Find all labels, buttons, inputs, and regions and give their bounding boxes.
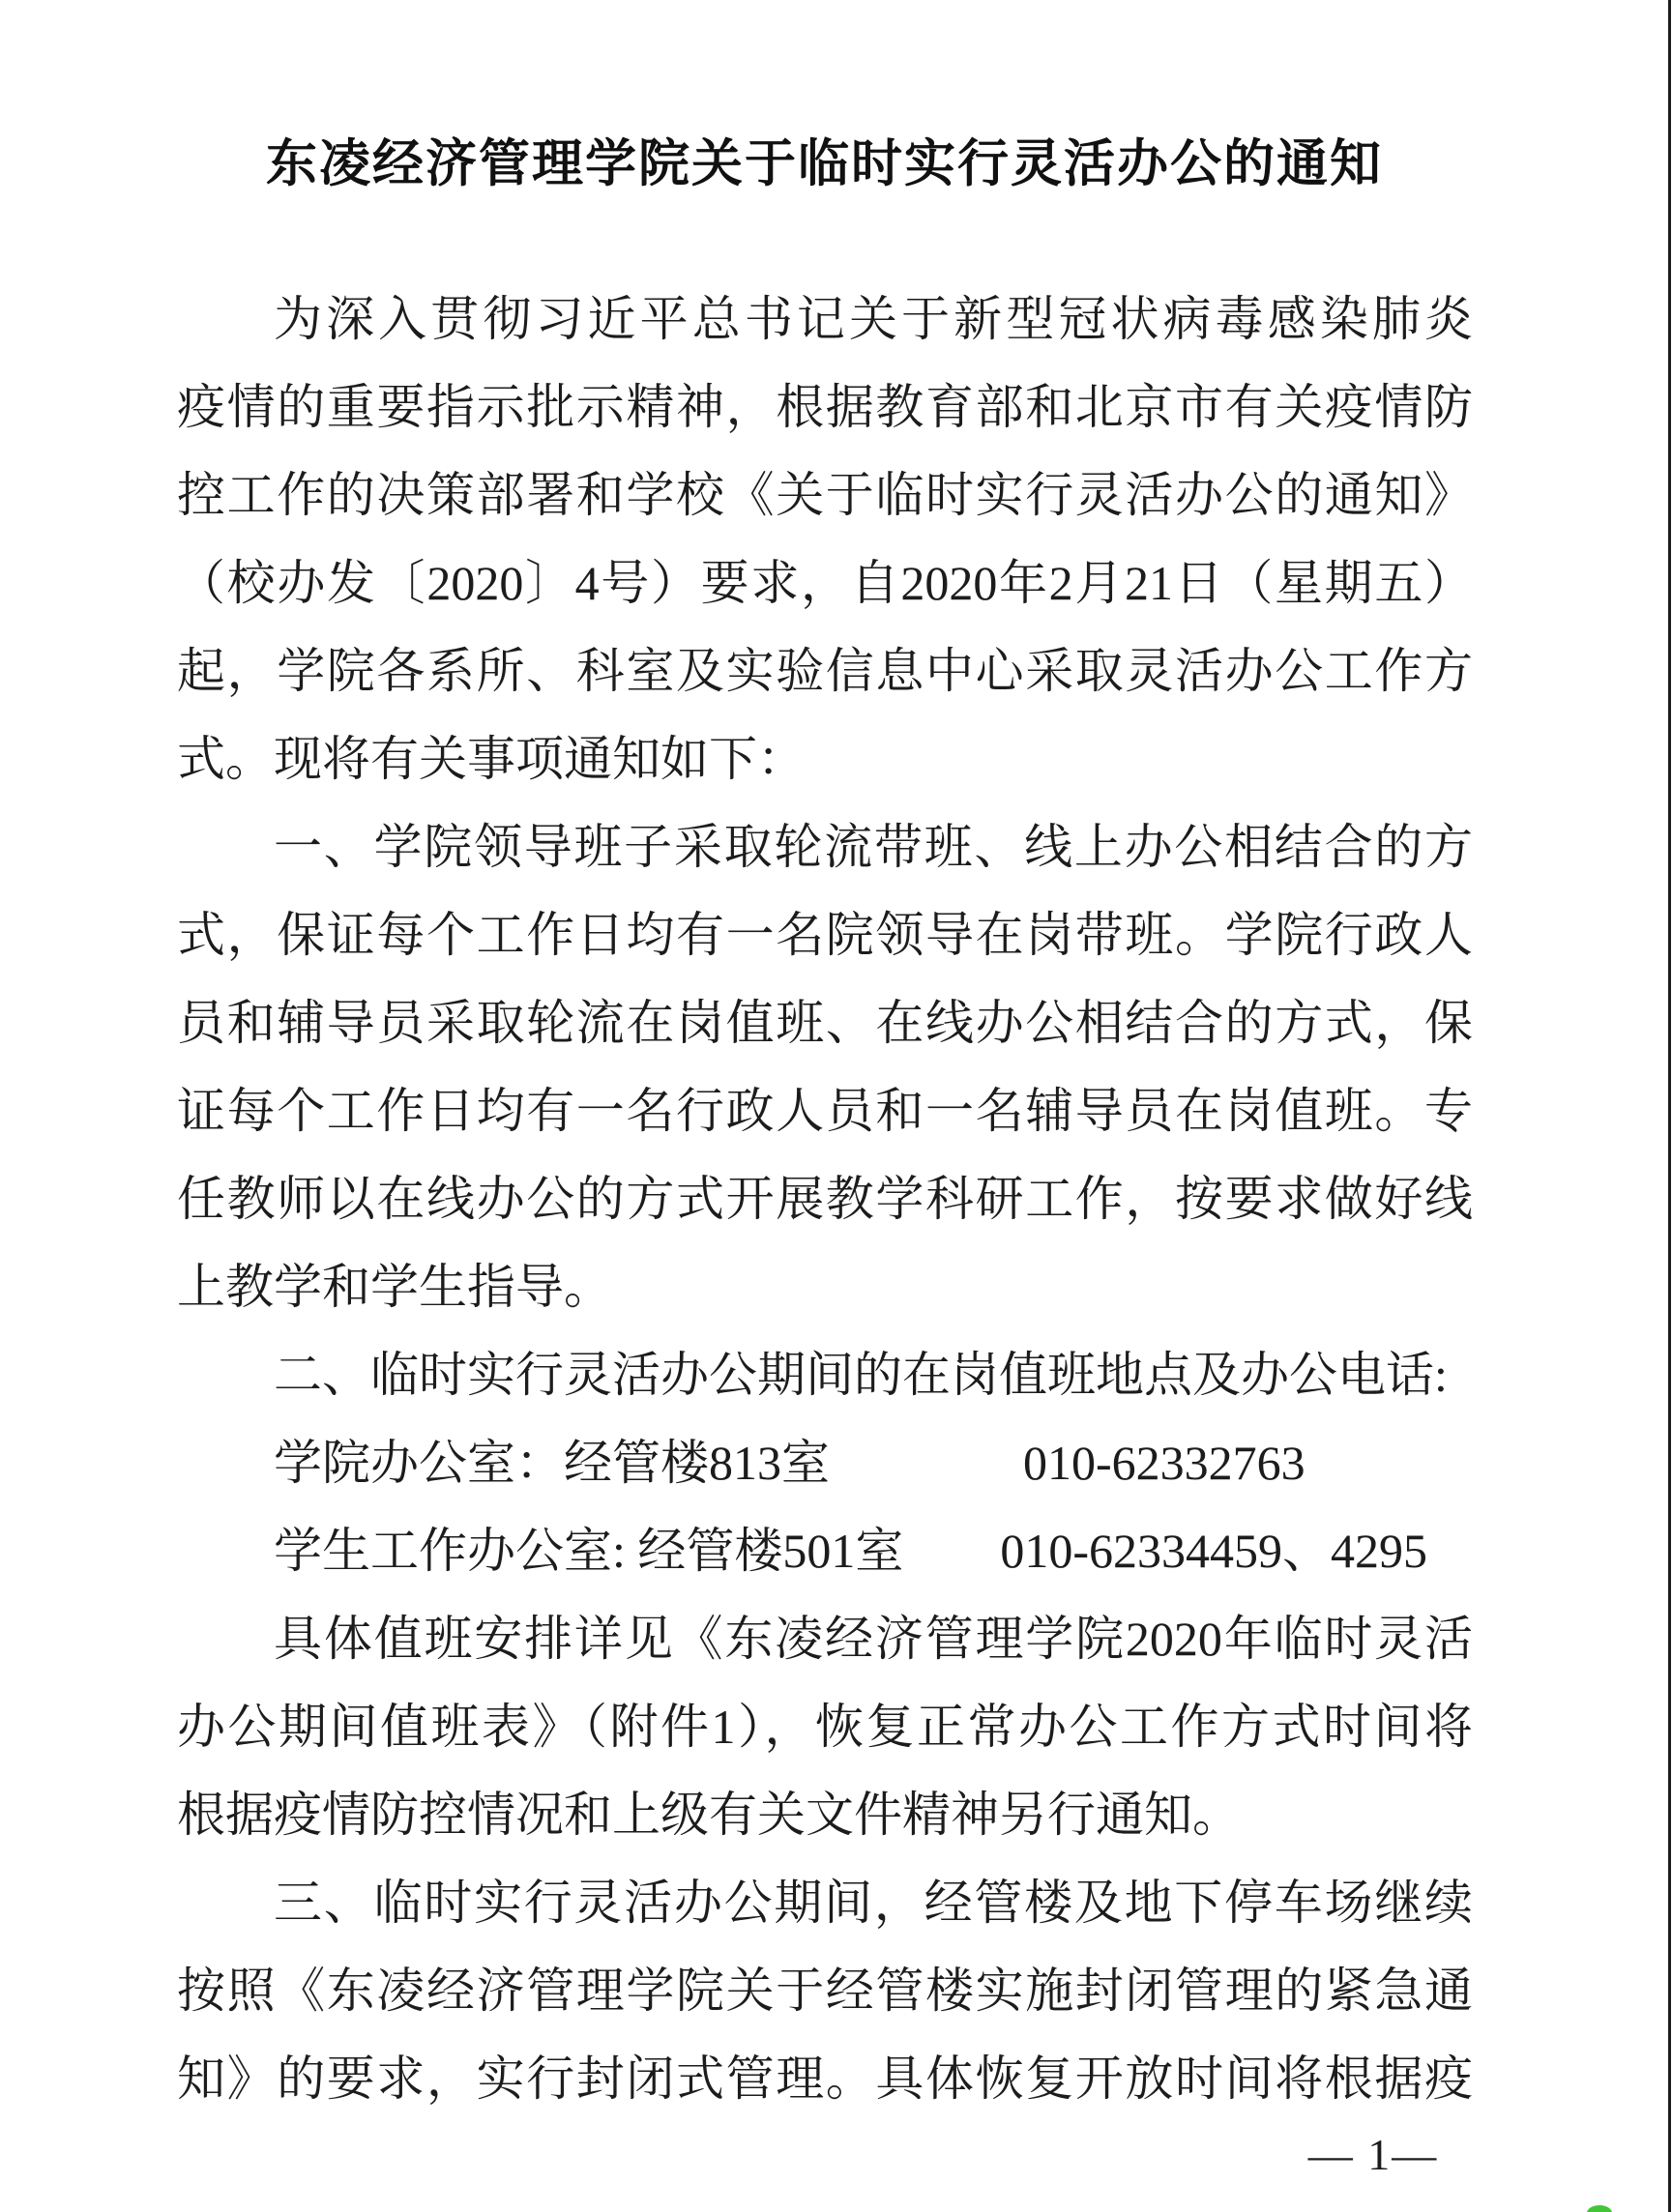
body-line: 疫情的重要指示批示精神，根据教育部和北京市有关疫情防 [177,380,1473,434]
body-line: 知》的要求，实行封闭式管理。具体恢复开放时间将根据疫 [177,2052,1473,2106]
body-line: 控工作的决策部署和学校《关于临时实行灵活办公的通知》 [177,468,1473,522]
document-title: 东凌经济管理学院关于临时实行灵活办公的通知 [266,135,1383,192]
page-number: — 1— [1307,2130,1439,2179]
body-line: 办公期间值班表》（附件1），恢复正常办公工作方式时间将 [177,1700,1473,1754]
body-line: 式，保证每个工作日均有一名院领导在岗带班。学院行政人 [177,908,1473,962]
body-line: 一、学院领导班子采取轮流带班、线上办公相结合的方 [274,820,1473,874]
green-marker-icon [1587,2205,1612,2212]
body-line: 按照《东凌经济管理学院关于经管楼实施封闭管理的紧急通 [177,1964,1473,2018]
body-line-office-phone: 学院办公室：经管楼813室 010-62332763 [274,1436,1305,1490]
body-line: 为深入贯彻习近平总书记关于新型冠状病毒感染肺炎 [274,292,1473,346]
document-body [177,276,1473,2123]
body-line: 具体值班安排详见《东凌经济管理学院2020年临时灵活 [274,1612,1473,1666]
body-line: 上教学和学生指导。 [177,1260,612,1314]
body-line: 式。现将有关事项通知如下： [177,732,806,786]
body-line: 证每个工作日均有一名行政人员和一名辅导员在岗值班。专 [177,1084,1473,1138]
body-line: 二、临时实行灵活办公期间的在岗值班地点及办公电话: [274,1348,1448,1402]
body-line: 三、临时实行灵活办公期间，经管楼及地下停车场继续 [274,1876,1473,1930]
body-line: 根据疫情防控情况和上级有关文件精神另行通知。 [177,1788,1241,1842]
body-line: 起，学院各系所、科室及实验信息中心采取灵活办公工作方 [177,644,1473,698]
scan-edge-line [1668,0,1671,2212]
body-line: 员和辅导员采取轮流在岗值班、在线办公相结合的方式，保 [177,996,1473,1050]
body-line-student-office-phone: 学生工作办公室: 经管楼501室 010-62334459、4295 [274,1524,1428,1578]
body-line: （校办发〔2020〕4号）要求，自2020年2月21日（星期五） [177,556,1473,610]
body-line: 任教师以在线办公的方式开展教学科研工作，按要求做好线 [177,1172,1473,1226]
